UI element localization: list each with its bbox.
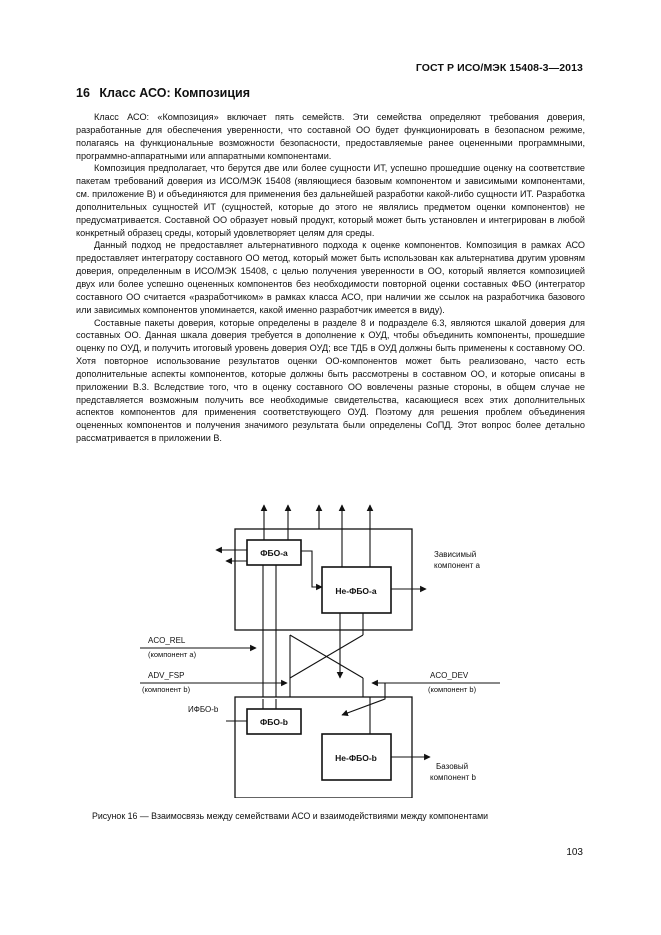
section-title: Класс АСО: Композиция	[99, 86, 251, 100]
page-number: 103	[566, 847, 583, 858]
base-component-box	[235, 697, 412, 798]
adv-fsp-sub-label: (компонент b)	[142, 685, 191, 694]
composition-diagram	[130, 503, 530, 798]
fbo-b-label: ФБО-b	[260, 717, 288, 727]
section-number: 16	[76, 86, 90, 100]
section-heading	[76, 86, 250, 100]
base-sub-label: компонент b	[430, 773, 476, 782]
paragraph: Класс АСО: «Композиция» включает пять семейств. Эти семейства определяют требования доверия, разработанные для обеспечения уверенности, что составной ОО будет функционировать в безопасном режиме, полагаясь на функциональные возможности безопасности, предоставляемые ранее оцененными программными, программно-аппаратными или аппаратными компонентами.	[76, 112, 585, 161]
non-fbo-b-label: Не-ФБО-b	[335, 753, 377, 763]
ifbo-b-label: ИФБО-b	[188, 705, 219, 714]
base-label: Базовый	[436, 762, 469, 771]
dependent-component-box	[235, 529, 412, 630]
paragraph: Композиция предполагает, что берутся две или более сущности ИТ, успешно прошедшие оценку на соответствие пакетам требований доверия из ИСО/МЭК 15408 (являющиеся базовым компонентом и зависимыми компонентами, см. приложение В) и объединяются для применения без дальнейшей разработки какой-либо сущности ИТ. Разработка дополнительных сущностей ИТ (сущностей, которые до этого не являлись предметом оценки компонентов) не предусматривается. Составной ОО образует новый продукт, который может быть установлен и интегрирован в любой конкретный образец среды, который удовлетворяет целям для среды.	[76, 163, 585, 238]
aco-rel-sub-label: (компонент а)	[148, 650, 197, 659]
diagram-arrows	[140, 505, 500, 757]
aco-dev-sub-label: (компонент b)	[428, 685, 477, 694]
aco-dev-label: ACO_DEV	[430, 671, 469, 680]
adv-fsp-label: ADV_FSP	[148, 671, 185, 680]
figure-caption: Рисунок 16 — Взаимосвязь между семействами АСО и взаимодействиями между компонентами	[92, 811, 489, 821]
paragraph: Составные пакеты доверия, которые определены в разделе 8 и подразделе 6.3, являются шкалой доверия для составных ОО. Данная шкала доверия требуется в дополнение к ОУД, чтобы объединить компоненты, прошедшие оценку по ОУД, и получить итоговый уровень доверия ОУД; все ТДБ в ОУД должны быть применены к составному ОО. Хотя повторное использование результатов оценки ОО-компонентов может быть реализовано, часто есть дополнительные аспекты компонентов, которые должны быть рассмотрены в составном ОО, и которые описаны в приложении В.3. Вследствие того, что в оценку составного ОО вовлечены разные стороны, в общем случае не представляется возможным получить все необходимые свидетельства, касающиеся всех этих дополнительных аспектов компонентов для применения соответствующего ОУД. Поэтому для решения проблем объединения оцененных компонентов и получения значимого результата были определены СоПД. Этот вопрос более детально рассматривается в приложении В.	[76, 317, 585, 444]
dependent-sub-label: компонент а	[434, 561, 480, 570]
aco-rel-label: ACO_REL	[148, 636, 186, 645]
paragraph: Данный подход не предоставляет альтернативного подхода к оценке компонентов. Композиция в рамках АСО предоставляет интегратору составного ОО метод, который может быть использован как альтернатива другим уровням доверия, определенным в ИСО/МЭК 15408, с целью получения уверенности в ОО, который является композицией двух или более успешно оцененных компонентов без необходимости повторной оценки составных ФБО (интегратор составного ОО считается «разработчиком» в рамках класса АСО, при наличии же ссылок на разработчика базового или зависимых компонентов упоминается, какой именно разработчик имеется в виду).	[76, 240, 585, 315]
section-body	[76, 111, 585, 445]
dependent-label: Зависимый	[434, 550, 477, 559]
fbo-a-label: ФБО-а	[260, 548, 288, 558]
non-fbo-a-label: Не-ФБО-а	[335, 586, 377, 596]
document-header: ГОСТ Р ИСО/МЭК 15408-3—2013	[415, 62, 583, 74]
